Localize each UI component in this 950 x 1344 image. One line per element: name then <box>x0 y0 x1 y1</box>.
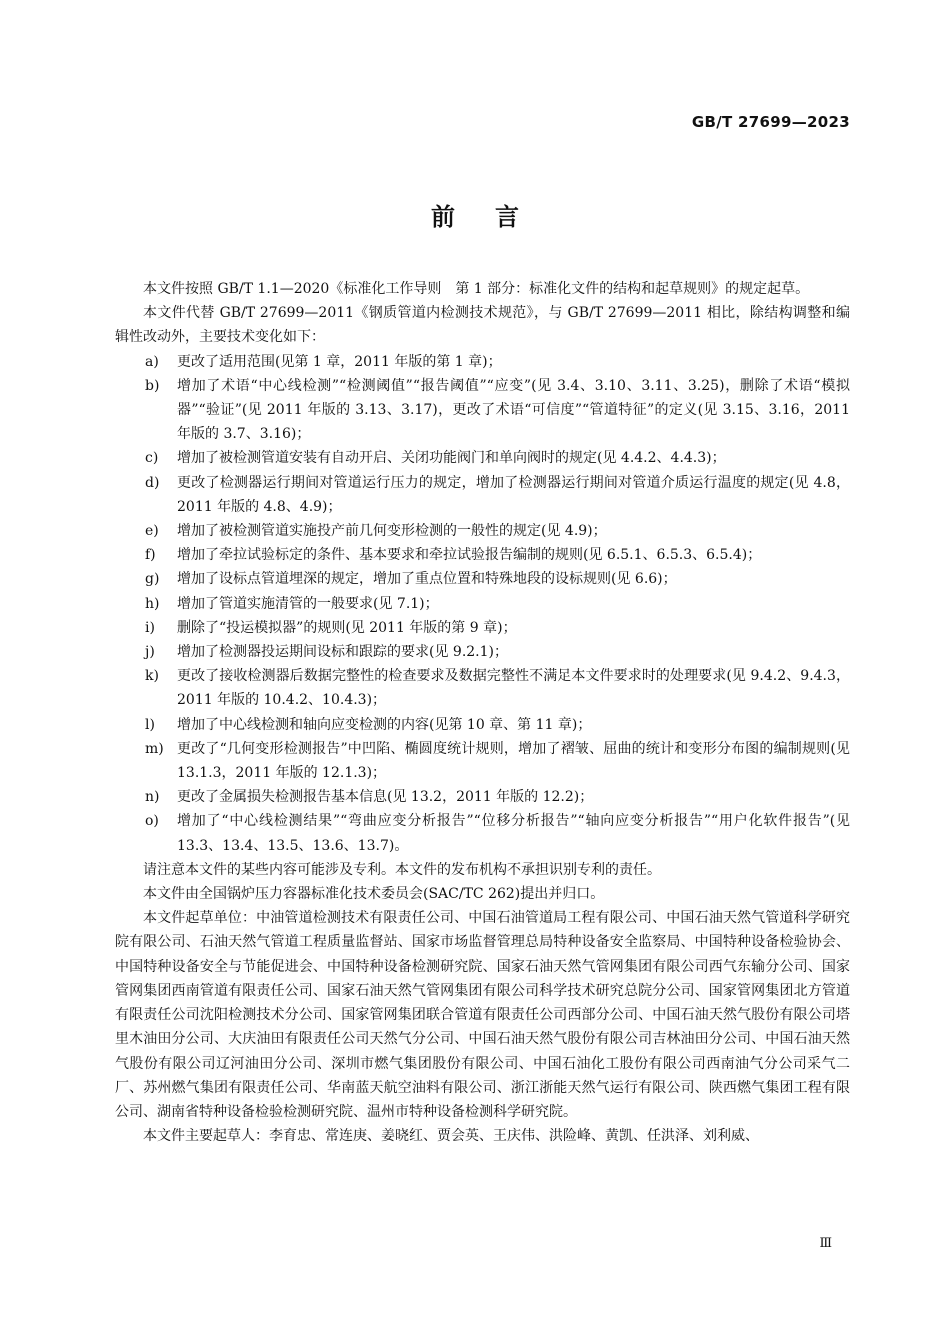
list-item-text: 增加了设标点管道埋深的规定，增加了重点位置和特殊地段的设标规则(见 6.6)； <box>177 571 677 588</box>
list-item-text: 删除了“投运模拟器”的规则(见 2011 年版的第 9 章)； <box>177 619 517 636</box>
list-item-marker: o) <box>145 813 159 830</box>
list-item-text: 更改了“几何变形检测报告”中凹陷、椭圆度统计规则，增加了褶皱、屈曲的统计和变形分布图的编制规则(见 13.1.3，2011 年版的 12.1.3)； <box>177 740 850 782</box>
foreword-body <box>115 277 850 1148</box>
list-item-marker: j) <box>145 644 155 661</box>
document-code: GB/T 27699—2023 <box>691 113 850 131</box>
list-item <box>115 567 850 591</box>
list-item-marker: i) <box>145 619 155 636</box>
page-title: 前言 <box>431 203 559 231</box>
drafters-paragraph: 本文件主要起草人：李育忠、常连庚、姜晓红、贾会英、王庆伟、洪险峰、黄凯、任洪泽、刘利威、 <box>143 1128 759 1145</box>
list-item-text: 增加了管道实施清管的一般要求(见 7.1)； <box>177 595 439 612</box>
list-item-marker: g) <box>145 571 160 588</box>
list-item-text: 增加了术语“中心线检测”“检测阈值”“报告阈值”“应变”(见 3.4、3.10、3.11、3.25)，删除了术语“模拟器”“验证”(见 2011 年版的 3.13、3.17)，更改了术语“可信度”“管道特征”的定义(见 3.15、3.16，2011 年版的 3.7、3.16)； <box>177 377 850 443</box>
list-item <box>115 592 850 616</box>
list-item-marker: d) <box>145 474 160 491</box>
list-item-marker: m) <box>145 740 164 757</box>
list-item-text: 增加了“中心线检测结果”“弯曲应变分析报告”“位移分析报告”“轴向应变分析报告”“用户化软件报告”(见 13.3、13.4、13.5、13.6、13.7)。 <box>177 813 850 854</box>
list-item-text: 更改了适用范围(见第 1 章，2011 年版的第 1 章)； <box>177 353 502 370</box>
list-item-text: 增加了被检测管道实施投产前几何变形检测的一般性的规定(见 4.9)； <box>177 523 607 540</box>
list-item-text: 增加了牵拉试验标定的条件、基本要求和牵拉试验报告编制的规则(见 6.5.1、6.5.3、6.5.4)； <box>177 547 762 564</box>
list-item <box>115 664 850 712</box>
list-item <box>115 640 850 664</box>
list-item-marker: h) <box>145 595 160 612</box>
list-item <box>115 543 850 567</box>
list-item-text: 更改了检测器运行期间对管道运行压力的规定，增加了检测器运行期间对管道介质运行温度的规定(见 4.8，2011 年版的 4.8、4.9)； <box>177 474 850 515</box>
list-item-marker: a) <box>145 353 159 370</box>
list-item-text: 增加了检测器投运期间设标和跟踪的要求(见 9.2.1)； <box>177 644 508 661</box>
list-item <box>115 809 850 857</box>
proposer-paragraph: 本文件由全国锅炉压力容器标准化技术委员会(SAC/TC 262)提出并归口。 <box>143 886 605 903</box>
technical-changes-list <box>115 350 850 858</box>
list-item-text: 增加了被检测管道安装有自动开启、关闭功能阀门和单向阀时的规定(见 4.4.2、4.4.3)； <box>177 450 726 467</box>
list-item-marker: c) <box>145 450 159 467</box>
list-item <box>115 713 850 737</box>
intro-paragraph: 本文件代替 GB/T 27699—2011《钢质管道内检测技术规范》，与 GB/T 27699—2011 相比，除结构调整和编辑性改动外，主要技术变化如下： <box>115 305 850 346</box>
list-item-text: 增加了中心线检测和轴向应变检测的内容(见第 10 章、第 11 章)； <box>177 716 592 733</box>
list-item-marker: l) <box>145 716 155 733</box>
list-item <box>115 616 850 640</box>
list-item <box>115 785 850 809</box>
list-item <box>115 446 850 470</box>
list-item <box>115 471 850 519</box>
list-item-marker: n) <box>145 789 160 806</box>
list-item-text: 更改了接收检测器后数据完整性的检查要求及数据完整性不满足本文件要求时的处理要求(见 9.4.2、9.4.3，2011 年版的 10.4.2、10.4.3)； <box>177 668 850 709</box>
list-item-marker: b) <box>145 377 160 394</box>
list-item <box>115 350 850 374</box>
drafting-units-paragraph: 本文件起草单位：中油管道检测技术有限责任公司、中国石油管道局工程有限公司、中国石油天然气管道科学研究院有限公司、石油天然气管道工程质量监督站、国家市场监督管理总局特种设备安全监察局、中国特种设备检验协会、中国特种设备安全与节能促进会、中国特种设备检测研究院、国家石油天然气管网集团有限公司西气东输分公司、国家管网集团西南管道有限责任公司、国家石油天然气管网集团有限公司科学技术研究总院分公司、国家管网集团北方管道有限责任公司沈阳检测技术分公司、国家管网集团联合管道有限责任公司西部分公司、中国石油天然气股份有限公司塔里木油田分公司、大庆油田有限责任公司天然气分公司、中国石油天然气股份有限公司吉林油田分公司、中国石油天然气股份有限公司辽河油田分公司、深圳市燃气集团股份有限公司、中国石油化工股份有限公司西南油气分公司采气二厂、苏州燃气集团有限责任公司、华南蓝天航空油料有限公司、浙江浙能天然气运行有限公司、陕西燃气集团工程有限公司、湖南省特种设备检验检测研究院、温州市特种设备检测科学研究院。 <box>115 910 850 1120</box>
list-item-text: 更改了金属损失检测报告基本信息(见 13.2，2011 年版的 12.2)； <box>177 789 594 806</box>
patent-notice-paragraph: 请注意本文件的某些内容可能涉及专利。本文件的发布机构不承担识别专利的责任。 <box>143 861 661 878</box>
list-item-marker: e) <box>145 523 159 540</box>
list-item-marker: f) <box>145 547 156 564</box>
list-item-marker: k) <box>145 668 159 685</box>
intro-paragraph: 本文件按照 GB/T 1.1—2020《标准化工作导则 第 1 部分：标准化文件的结构和起草规则》的规定起草。 <box>143 281 810 297</box>
page-number: Ⅲ <box>819 1236 832 1251</box>
list-item <box>115 737 850 785</box>
list-item <box>115 519 850 543</box>
list-item <box>115 374 850 447</box>
